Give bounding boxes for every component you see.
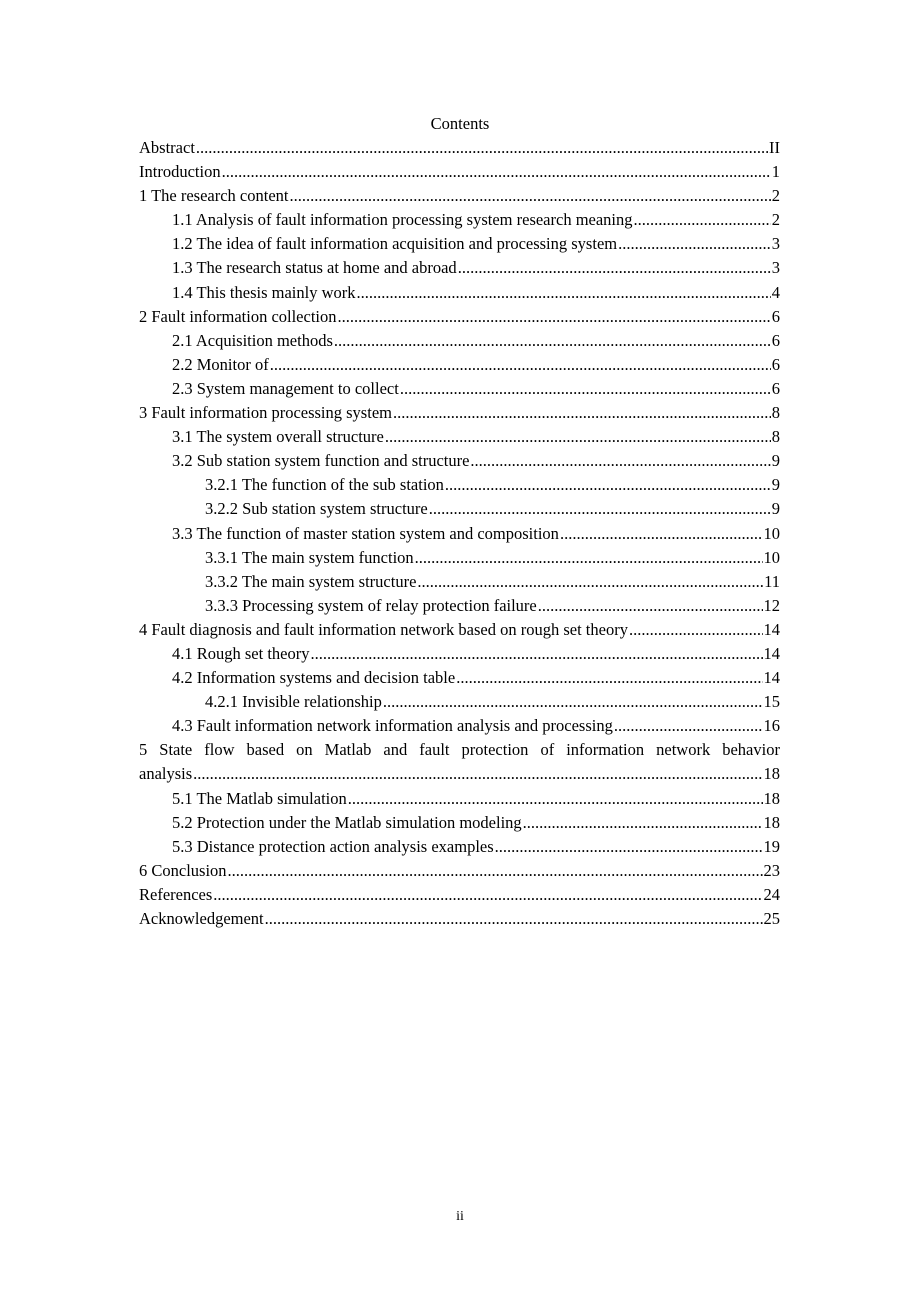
toc-entry-word: of	[540, 740, 555, 760]
toc-leader-dots	[560, 522, 763, 546]
toc-entry-label: 1.4 This thesis mainly work	[172, 282, 356, 302]
toc-entry-page: 10	[763, 523, 780, 543]
toc-entry-label: 2.1 Acquisition methods	[172, 330, 333, 350]
toc-entry-page: 19	[763, 836, 780, 856]
toc-entry[interactable]	[139, 714, 780, 738]
toc-entry-label: 3 Fault information processing system	[139, 403, 392, 423]
toc-entry-page: 25	[763, 909, 780, 928]
toc-entry[interactable]	[139, 642, 780, 666]
toc-entry-label: 3.3.3 Processing system of relay protection failure	[205, 595, 537, 615]
toc-entry[interactable]	[139, 281, 780, 305]
toc-entry[interactable]	[139, 570, 780, 594]
toc-entry[interactable]	[139, 401, 780, 425]
toc-entry-page: 9	[771, 451, 780, 471]
toc-entry[interactable]	[139, 184, 780, 208]
toc-entry-page: 6	[771, 306, 780, 326]
toc-entry-page: 3	[771, 234, 780, 254]
toc-leader-dots	[429, 497, 771, 521]
toc-entry-page: 15	[763, 692, 780, 712]
toc-entry-word: and	[383, 740, 408, 760]
toc-entry-word: protection	[461, 740, 529, 760]
toc-entry-page: 18	[763, 812, 780, 832]
toc-entry-label: 5.3 Distance protection action analysis examples	[172, 836, 494, 856]
toc-entry-word: network	[656, 740, 711, 760]
toc-entry-page: II	[769, 138, 780, 157]
toc-entry-label: 5.2 Protection under the Matlab simulation modeling	[172, 812, 522, 832]
toc-entry-label: 1.2 The idea of fault information acquisition and processing system	[172, 234, 618, 254]
toc-leader-dots	[618, 232, 771, 256]
toc-entry-page: 23	[763, 860, 780, 880]
toc-entry-label: 3.2.1 The function of the sub station	[205, 475, 444, 495]
toc-entry-label: 4.3 Fault information network information analysis and processing	[172, 716, 613, 736]
toc-entry-label: 3.2.2 Sub station system structure	[205, 499, 428, 519]
toc-entry-word: flow	[204, 740, 235, 760]
toc-leader-dots	[393, 401, 771, 425]
toc-leader-dots	[334, 329, 771, 353]
toc-entry-word: Matlab	[324, 740, 372, 760]
toc-leader-dots	[495, 835, 763, 859]
toc-entry-label: 1 The research content	[139, 186, 289, 206]
toc-entry-page: 12	[763, 595, 780, 615]
toc-title: Contents	[430, 114, 490, 133]
toc-entry-page: 14	[763, 668, 780, 688]
toc-entry-word: 5	[139, 740, 148, 760]
toc-entry[interactable]	[139, 594, 780, 618]
toc-entry[interactable]	[139, 546, 780, 570]
toc-entry[interactable]	[139, 522, 780, 546]
toc-entry-page: 18	[763, 764, 780, 784]
toc-leader-dots	[415, 546, 763, 570]
toc-leader-dots	[523, 811, 763, 835]
table-of-contents	[139, 136, 780, 931]
toc-entry-page: 10	[763, 547, 780, 567]
toc-leader-dots	[356, 281, 770, 305]
toc-leader-dots	[417, 570, 763, 594]
toc-leader-dots	[470, 449, 770, 473]
toc-entry-label: References	[139, 884, 213, 904]
toc-entry-page: 24	[763, 884, 780, 904]
toc-entry-page: 3	[771, 258, 780, 278]
toc-entry-page: 16	[763, 716, 780, 736]
toc-entry-label: 3.3.2 The main system structure	[205, 571, 417, 591]
toc-leader-dots	[634, 208, 771, 232]
toc-entry-label: 3.3.1 The main system function	[205, 547, 414, 567]
toc-entry-page: 2	[771, 210, 780, 230]
toc-entry[interactable]	[139, 329, 780, 353]
toc-leader-dots	[265, 907, 763, 931]
toc-entry-page: 9	[771, 475, 780, 495]
toc-entry-label: 1.1 Analysis of fault information processing system research meaning	[172, 210, 633, 230]
toc-leader-dots	[196, 136, 768, 160]
toc-entry-word: behavior	[722, 740, 780, 760]
toc-leader-dots	[385, 425, 771, 449]
toc-leader-dots	[270, 353, 771, 377]
toc-entry-label: 5.1 The Matlab simulation	[172, 788, 347, 808]
toc-leader-dots	[228, 859, 763, 883]
toc-entry-word: based	[246, 740, 285, 760]
toc-entry[interactable]	[139, 859, 780, 883]
toc-entry-wrapped-line1[interactable]	[139, 738, 780, 762]
toc-leader-dots	[383, 690, 763, 714]
page-number: ii	[456, 1209, 464, 1224]
toc-entry[interactable]	[139, 232, 780, 256]
toc-entry-word: fault	[419, 740, 450, 760]
toc-entry-word: on	[296, 740, 313, 760]
toc-entry-page: 2	[771, 186, 780, 206]
toc-leader-dots	[222, 160, 771, 184]
toc-entry-page: 6	[771, 354, 780, 374]
toc-entry-label: 2 Fault information collection	[139, 306, 337, 326]
toc-entry-page: 4	[771, 282, 780, 302]
toc-entry-page: 8	[771, 403, 780, 423]
toc-leader-dots	[213, 883, 762, 907]
toc-entry-label: analysis	[139, 764, 193, 784]
toc-entry[interactable]	[139, 690, 780, 714]
toc-leader-dots	[348, 787, 763, 811]
toc-entry[interactable]	[139, 449, 780, 473]
toc-leader-dots	[458, 256, 771, 280]
toc-entry-page: 14	[763, 619, 780, 639]
toc-entry[interactable]	[139, 353, 780, 377]
toc-entry-page: 11	[764, 571, 780, 591]
toc-leader-dots	[629, 618, 763, 642]
toc-entry[interactable]	[139, 811, 780, 835]
toc-entry[interactable]	[139, 835, 780, 859]
toc-entry-label: Introduction	[139, 162, 221, 182]
toc-leader-dots	[193, 762, 762, 786]
toc-entry-label: Acknowledgement	[139, 909, 264, 928]
toc-entry-label: 3.1 The system overall structure	[172, 427, 384, 447]
toc-entry[interactable]	[139, 473, 780, 497]
toc-leader-dots	[311, 642, 763, 666]
toc-leader-dots	[538, 594, 763, 618]
toc-entry-label: 1.3 The research status at home and abroad	[172, 258, 457, 278]
toc-entry-label: 4.1 Rough set theory	[172, 643, 310, 663]
toc-entry[interactable]	[139, 305, 780, 329]
toc-entry-wrapped-line2[interactable]	[139, 762, 780, 786]
toc-leader-dots	[456, 666, 762, 690]
toc-entry[interactable]	[139, 666, 780, 690]
toc-entry[interactable]	[139, 497, 780, 521]
toc-entry-label: 4.2 Information systems and decision table	[172, 668, 456, 688]
toc-entry-page: 14	[763, 643, 780, 663]
toc-entry[interactable]	[139, 883, 780, 907]
toc-entry-label: 3.3 The function of master station system and composition	[172, 523, 559, 543]
toc-leader-dots	[445, 473, 771, 497]
toc-entry[interactable]	[139, 208, 780, 232]
toc-entry-page: 8	[771, 427, 780, 447]
toc-entry-page: 6	[771, 378, 780, 398]
toc-entry-page: 6	[771, 330, 780, 350]
toc-entry-page: 18	[763, 788, 780, 808]
toc-leader-dots	[290, 184, 771, 208]
toc-leader-dots	[614, 714, 763, 738]
toc-entry-label: 2.2 Monitor of	[172, 354, 269, 374]
toc-entry[interactable]	[139, 160, 780, 184]
toc-entry[interactable]	[139, 618, 780, 642]
toc-entry[interactable]	[139, 907, 780, 931]
toc-entry-label: 2.3 System management to collect	[172, 378, 399, 398]
toc-entry-label: 6 Conclusion	[139, 860, 227, 880]
toc-entry[interactable]	[139, 425, 780, 449]
toc-entry-label: 4.2.1 Invisible relationship	[205, 692, 382, 712]
toc-entry-page: 9	[771, 499, 780, 519]
toc-entry[interactable]	[139, 377, 780, 401]
toc-leader-dots	[400, 377, 771, 401]
toc-entry-label: 3.2 Sub station system function and structure	[172, 451, 470, 471]
toc-entry-word: information	[566, 740, 645, 760]
toc-entry[interactable]	[139, 136, 780, 160]
toc-entry-word: State	[159, 740, 193, 760]
toc-leader-dots	[338, 305, 771, 329]
toc-entry-label: Abstract	[139, 138, 195, 157]
toc-entry-page: 1	[771, 162, 780, 182]
toc-entry[interactable]	[139, 256, 780, 280]
toc-entry[interactable]	[139, 787, 780, 811]
toc-entry-label: 4 Fault diagnosis and fault information network based on rough set theory	[139, 619, 628, 639]
